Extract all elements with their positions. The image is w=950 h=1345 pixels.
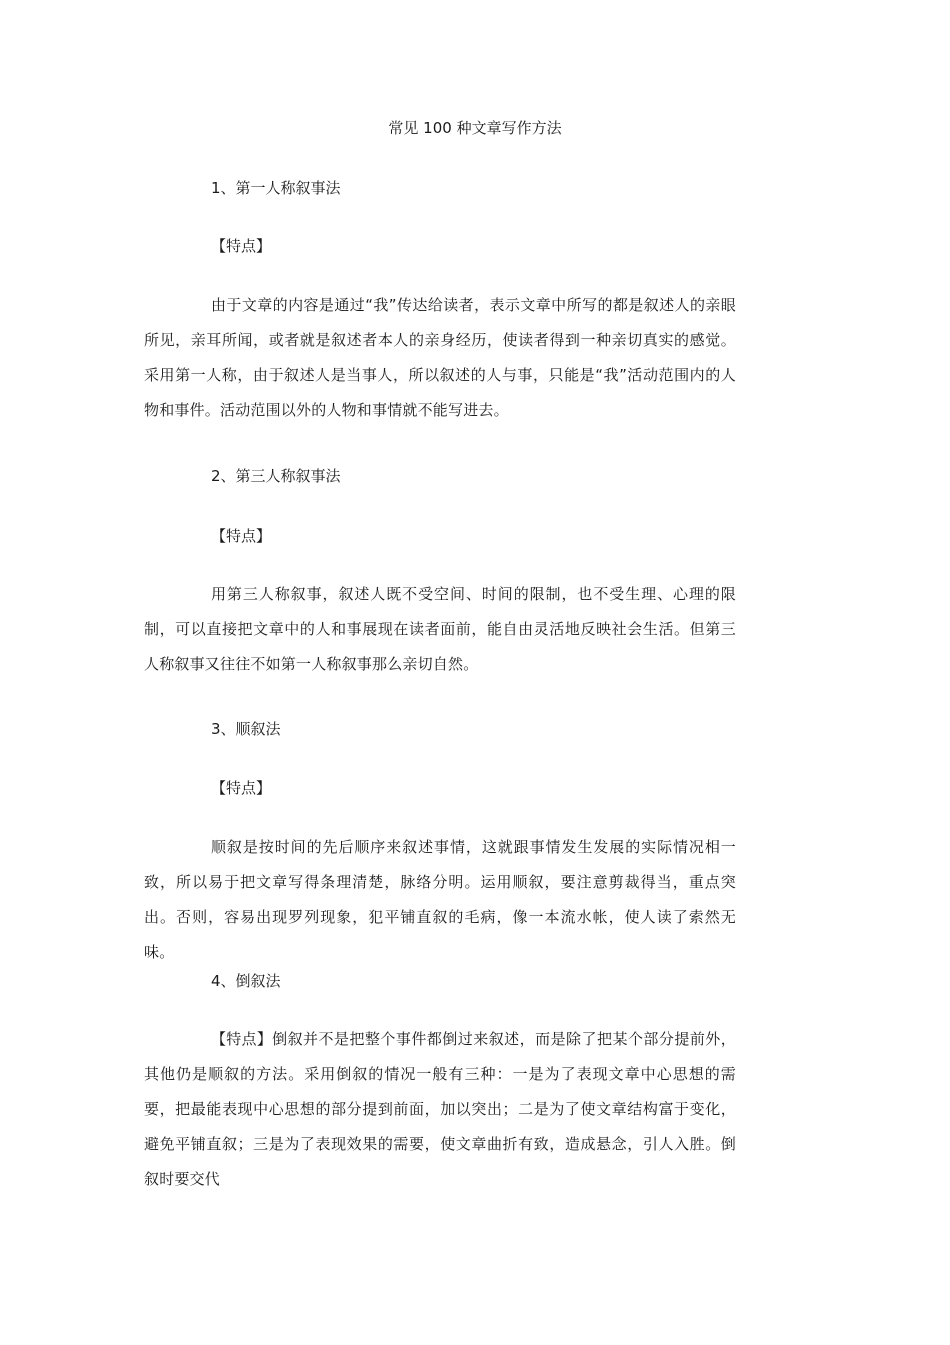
section-heading: 1、第一人称叙事法 bbox=[211, 179, 341, 197]
section-tag: 【特点】 bbox=[211, 779, 272, 797]
section-heading: 3、顺叙法 bbox=[211, 720, 281, 738]
section-tag: 【特点】 bbox=[211, 1030, 273, 1048]
section-heading: 4、倒叙法 bbox=[211, 972, 281, 990]
document-title: 常见 100 种文章写作方法 bbox=[388, 119, 562, 137]
section-body-with-tag bbox=[144, 1022, 736, 1188]
section-heading: 2、第三人称叙事法 bbox=[211, 467, 341, 485]
section-body: 倒叙并不是把整个事件都倒过来叙述，而是除了把某个部分提前外，其他仍是顺叙的方法。采用倒叙的情况一般有三种：一是为了表现文章中心思想的需要，把最能表现中心思想的部分提到前面，加以突出；二是为了使文章结构富于变化，避免平铺直叙；三是为了表现效果的需要，使文章曲折有致，造成悬念，引人入胜。倒叙时要交代 bbox=[144, 1030, 736, 1188]
section-body: 顺叙是按时间的先后顺序来叙述事情，这就跟事情发生发展的实际情况相一致，所以易于把文章写得条理清楚，脉络分明。运用顺叙，要注意剪裁得当，重点突出。否则，容易出现罗列现象，犯平铺直叙的毛病，像一本流水帐，使人读了索然无味。 bbox=[144, 838, 736, 961]
section-body: 由于文章的内容是通过“我”传达给读者，表示文章中所写的都是叙述人的亲眼所见，亲耳所闻，或者就是叙述者本人的亲身经历，使读者得到一种亲切真实的感觉。采用第一人称，由于叙述人是当事人，所以叙述的人与事，只能是“我”活动范围内的人物和事件。活动范围以外的人物和事情就不能写进去。 bbox=[144, 296, 736, 419]
section-tag: 【特点】 bbox=[211, 237, 272, 255]
section-body: 用第三人称叙事，叙述人既不受空间、时间的限制，也不受生理、心理的限制，可以直接把文章中的人和事展现在读者面前，能自由灵活地反映社会生活。但第三人称叙事又往往不如第一人称叙事那么亲切自然。 bbox=[144, 585, 736, 673]
section-tag: 【特点】 bbox=[211, 527, 272, 545]
